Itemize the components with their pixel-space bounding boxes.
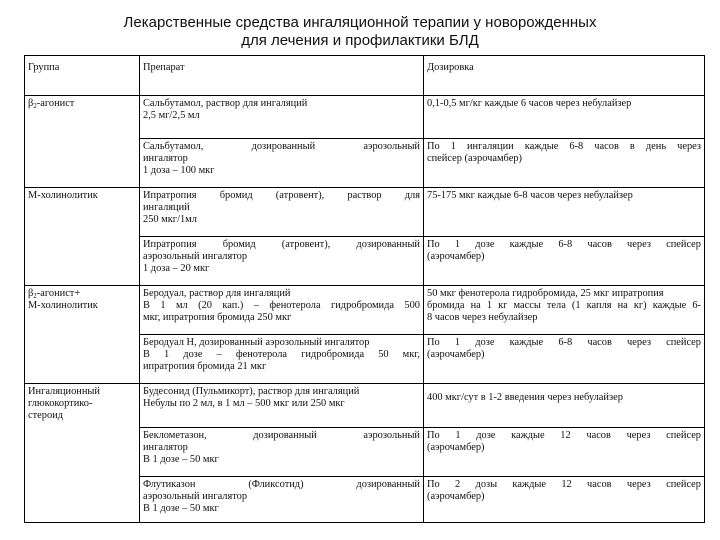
- dose-cell: По 1 дозе каждые 6-8 часов через спейсер (аэрочамбер): [424, 237, 705, 286]
- drug-cell: Беклометазон, дозированный аэрозольный ингалятор В 1 дозе – 50 мкг: [140, 428, 424, 477]
- dose-cell: 50 мкг фенотерола гидробромида, 25 мкг ипратропия бромида на 1 кг массы тела (1 капля на кг) каждые 6- 8 часов через небулайзер: [424, 286, 705, 335]
- group-combination: $\beta_2-агонист+$ М-холинолитик: [25, 286, 140, 384]
- drug-cell: Флутиказон (Фликсотид) дозированный аэрозольный ингалятор В 1 дозе – 50 мкг: [140, 477, 424, 523]
- header-row: [25, 56, 705, 96]
- drug-cell: Сальбутамол, раствор для ингаляций 2,5 мг/2,5 мл: [140, 96, 424, 139]
- table-row: [25, 384, 705, 428]
- page-title: [0, 14, 720, 50]
- drug-cell: Беродуал, раствор для ингаляций В 1 мл (20 кап.) – фенотерола гидробромида 500 мкг, ипратропия бромида 250 мкг: [140, 286, 424, 335]
- dose-cell: 75-175 мкг каждые 6-8 часов через небулайзер: [424, 188, 705, 237]
- header-group: Группа: [25, 56, 140, 96]
- group-beta2-agonist: $\beta_2$-агонист: [25, 96, 140, 188]
- drug-table: [24, 55, 705, 523]
- dose-cell: По 1 дозе каждые 12 часов через спейсер (аэрочамбер): [424, 428, 705, 477]
- header-drug: Препарат: [140, 56, 424, 96]
- title-line-1: Лекарственные средства ингаляционной терапии у новорожденных: [123, 14, 597, 31]
- drug-cell: Ипратропия бромид (атровент), дозированный аэрозольный ингалятор 1 доза – 20 мкг: [140, 237, 424, 286]
- table-row: [25, 286, 705, 335]
- dose-cell: По 2 дозы каждые 12 часов через спейсер (аэрочамбер): [424, 477, 705, 523]
- group-m-cholinolytic: М-холинолитик: [25, 188, 140, 286]
- dose-cell: 400 мкг/сут в 1-2 введения через небулайзер: [424, 384, 705, 428]
- table-row: [25, 96, 705, 139]
- dose-cell: 0,1-0,5 мг/кг каждые 6 часов через небулайзер: [424, 96, 705, 139]
- title-line-2: для лечения и профилактики БЛД: [241, 32, 479, 49]
- drug-cell: Сальбутамол, дозированный аэрозольный ингалятор 1 доза – 100 мкг: [140, 139, 424, 188]
- drug-cell: Ипратропия бромид (атровент), раствор для ингаляций 250 мкг/1мл: [140, 188, 424, 237]
- table-row: [25, 188, 705, 237]
- drug-cell: Беродуал Н, дозированный аэрозольный ингалятор В 1 дозе – фенотерола гидробромида 50 мкг, ипратропия бромида 21 мкг: [140, 335, 424, 384]
- drug-cell: Будесонид (Пульмикорт), раствор для ингаляций Небулы по 2 мл, в 1 мл – 500 мкг или 250 мкг: [140, 384, 424, 428]
- dose-cell: По 1 ингаляции каждые 6-8 часов в день через спейсер (аэрочамбер): [424, 139, 705, 188]
- group-inhaled-steroid: Ингаляционный глюкокортико- стероид: [25, 384, 140, 523]
- dose-cell: По 1 дозе каждые 6-8 часов через спейсер (аэрочамбер): [424, 335, 705, 384]
- header-dose: Дозировка: [424, 56, 705, 96]
